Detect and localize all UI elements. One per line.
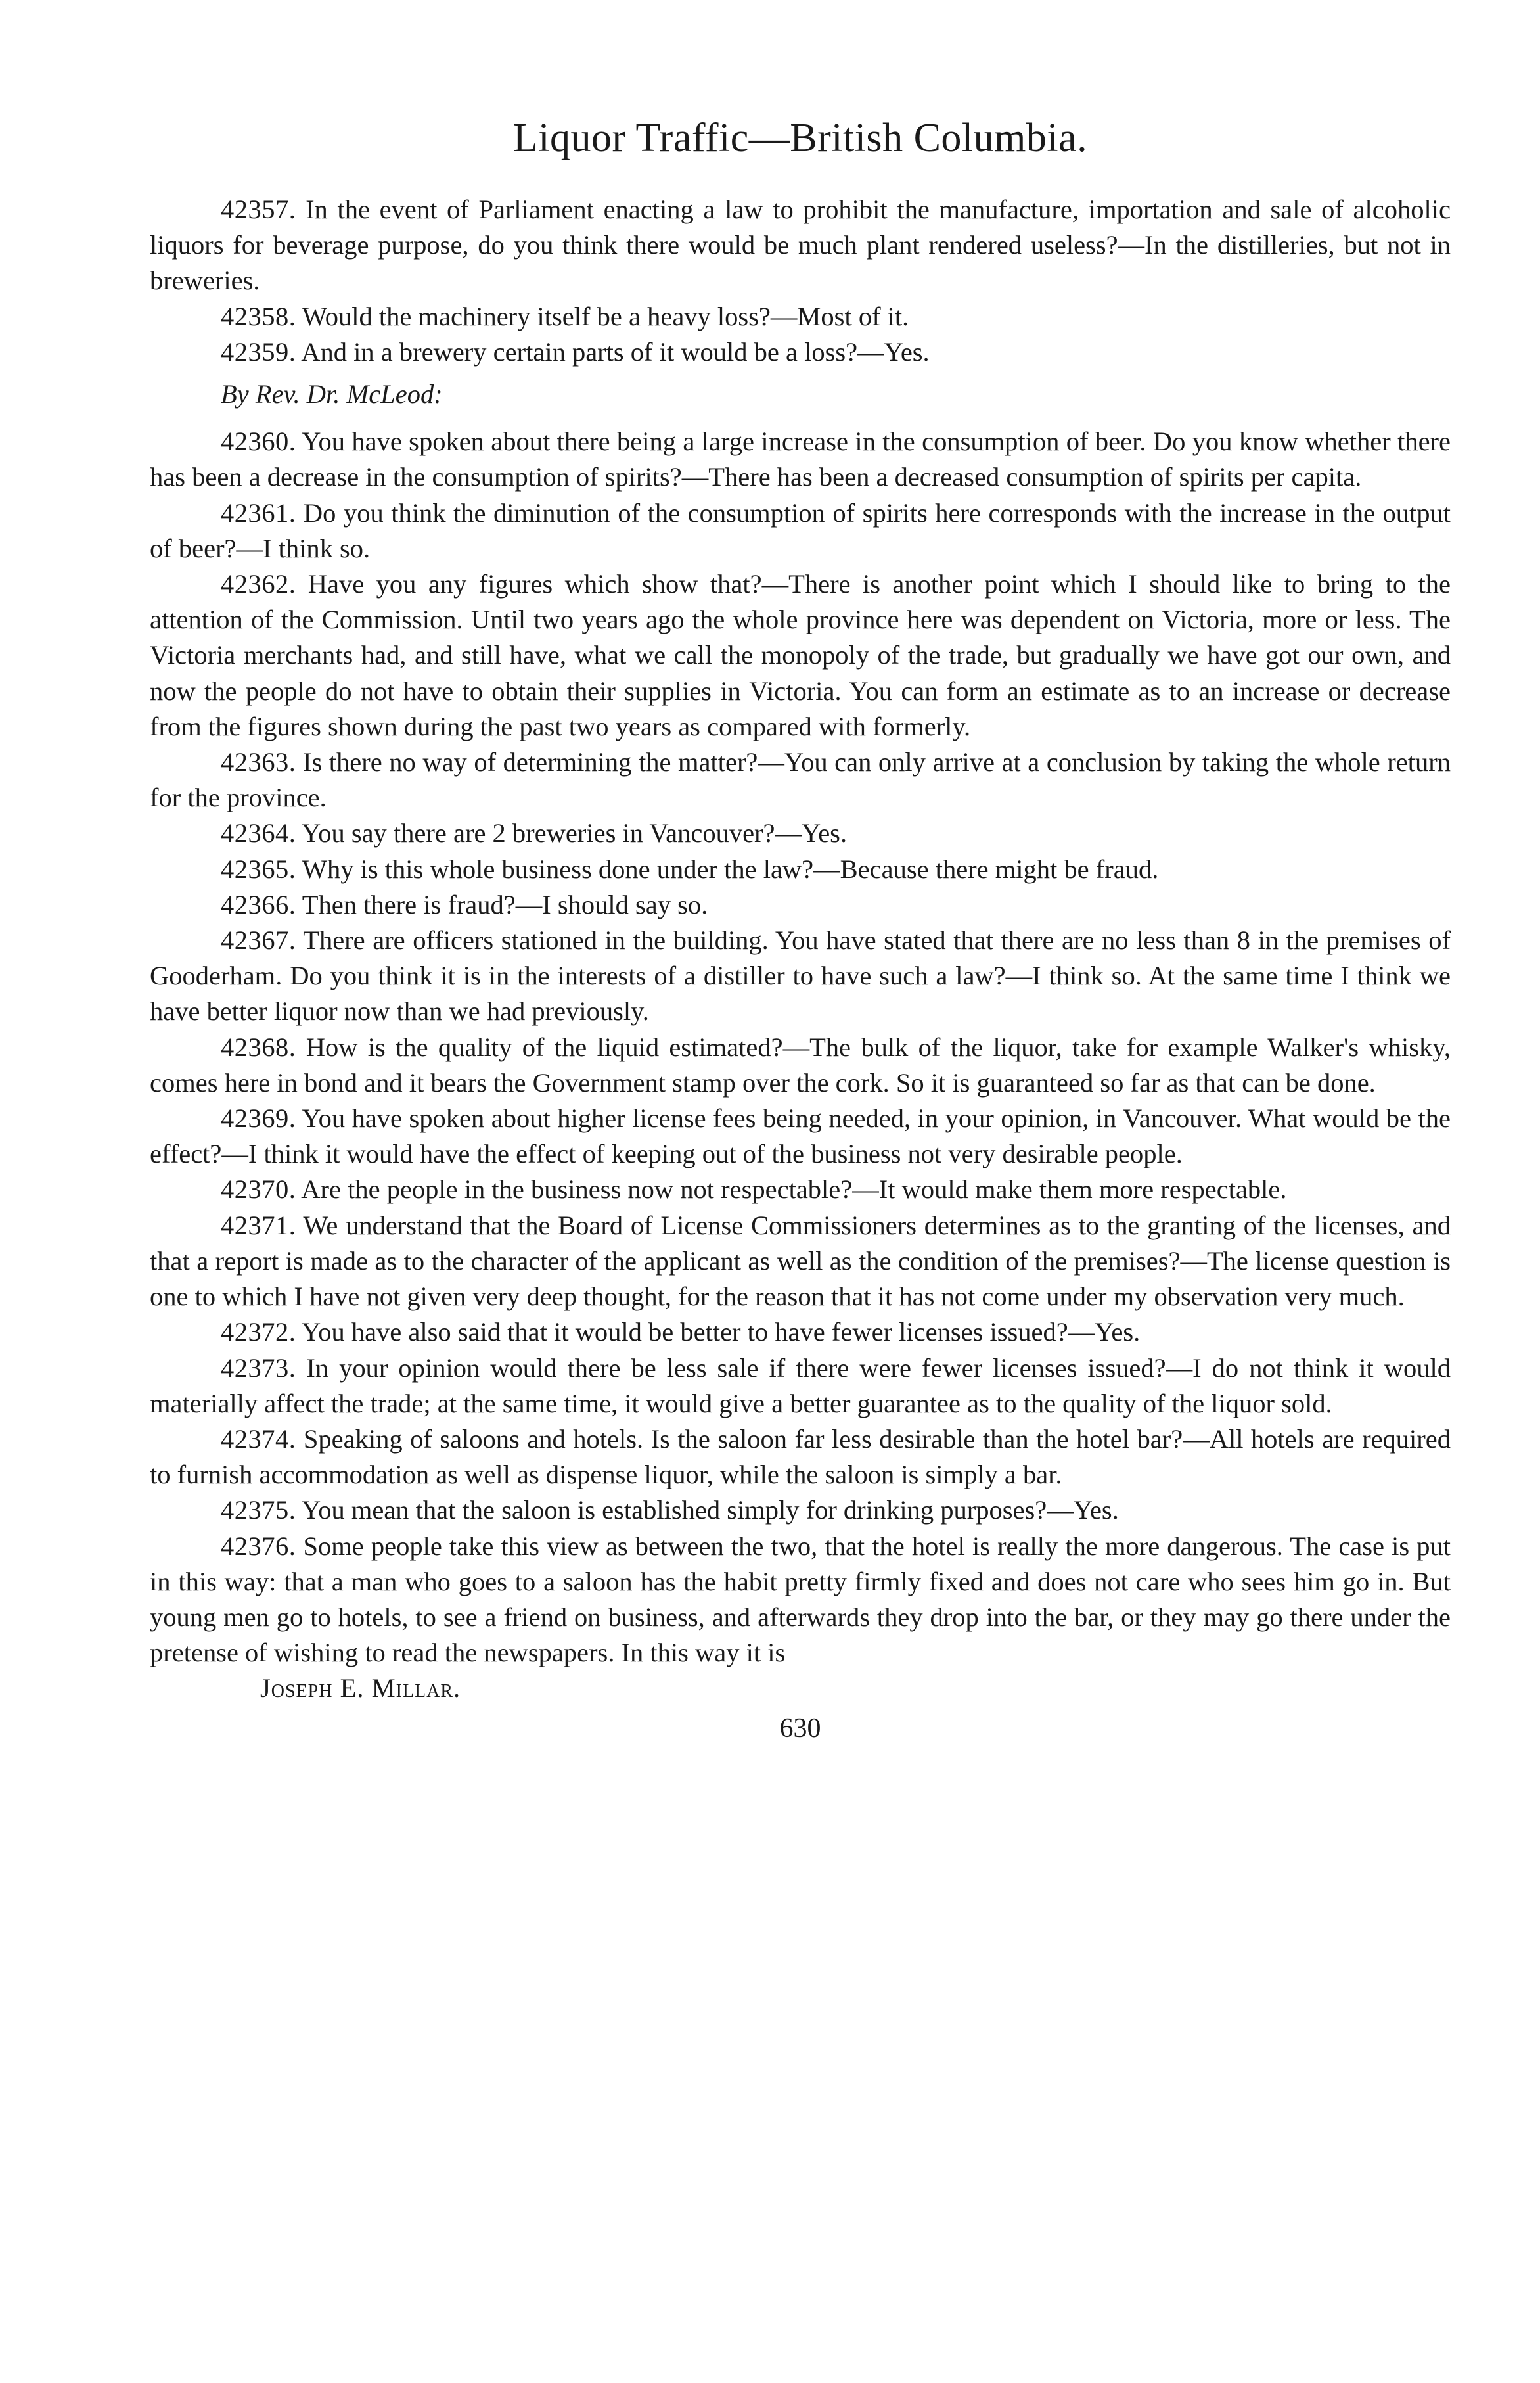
examiner-heading: By Rev. Dr. McLeod:: [221, 379, 443, 409]
witness-signature: Joseph E. Millar.: [260, 1673, 461, 1703]
running-head: Liquor Traffic—British Columbia.: [512, 116, 1088, 160]
question-number: 42357.: [221, 195, 296, 224]
question-paragraph: [150, 424, 1451, 495]
question-number: 42367.: [221, 925, 296, 956]
question-paragraph: [150, 887, 1451, 923]
question-paragraph: [150, 567, 1451, 745]
question-text: You say there are 2 breweries in Vancouver?—Yes.: [302, 818, 848, 848]
page-number: 630: [779, 1713, 821, 1744]
question-number: 42374.: [221, 1423, 296, 1454]
question-paragraph: [150, 816, 1451, 851]
question-paragraph: [150, 1172, 1451, 1207]
question-text: In your opinion would there be less sale if there were fewer licenses issued?—I do not think it would materially affect the trade; at the same time, it would give a better guarantee as to the quality of the liquor sold.: [150, 1353, 1451, 1418]
question-text: Is there no way of determining the matter?—You can only arrive at a conclusion by taking the whole return for the province.: [150, 747, 1451, 813]
question-number: 42372.: [221, 1317, 296, 1347]
document-page: [150, 112, 1451, 1746]
question-paragraph: [150, 496, 1451, 567]
question-paragraph: [150, 923, 1451, 1030]
question-text: Speaking of saloons and hotels. Is the saloon far less desirable than the hotel bar?—All hotels are required to furnish accommodation as well as dispense liquor, while the saloon is simply a bar.: [150, 1423, 1451, 1490]
question-number: 42375.: [221, 1495, 296, 1525]
question-paragraph: [150, 1422, 1451, 1492]
question-text: You have spoken about higher license fees being needed, in your opinion, in Vancouver. What would be the effect?—I think it would have the effect of keeping out of the business not very desirable people.: [150, 1103, 1451, 1169]
question-number: 42370.: [221, 1174, 296, 1205]
question-text: Have you any figures which show that?—There is another point which I should like to bring to the attention of the Commission. Until two years ago the whole province here was dependent on Victoria, more or less. The Victoria merchants had, and still have, what we call the monopoly of the trade, but gradually we have got our own, and now the people do not have to obtain their supplies in Victoria. You can form an estimate as to an increase or decrease from the figures shown during the past two years as compared with formerly.: [150, 569, 1451, 741]
question-text: In the event of Parliament enacting a law to prohibit the manufacture, importation and sale of alcoholic liquors for beverage purpose, do you think there would be much plant rendered useless?—In the distilleries, but not in breweries.: [150, 195, 1451, 296]
question-paragraph: [150, 1314, 1451, 1350]
document-body: [150, 192, 1451, 1746]
question-number: 42359.: [221, 336, 296, 367]
question-paragraph: [150, 192, 1451, 299]
question-text: There are officers stationed in the building. You have stated that there are no less than 8 in the premises of Gooderham. Do you think it is in the interests of a distiller to have such a law?—I think so. At the same time I think we have better liquor now than we had previously.: [150, 925, 1451, 1027]
question-number: 42369.: [221, 1103, 296, 1134]
question-number: 42376.: [221, 1531, 296, 1561]
testimony-block-1: [150, 192, 1451, 370]
question-text: Would the machinery itself be a heavy loss?—Most of it.: [302, 301, 909, 331]
question-number: 42361.: [221, 497, 296, 528]
question-paragraph: [150, 299, 1451, 335]
question-paragraph: [150, 335, 1451, 370]
question-number: 42366.: [221, 889, 296, 919]
question-paragraph: [150, 745, 1451, 816]
question-number: 42373.: [221, 1353, 296, 1383]
question-number: 42365.: [221, 854, 296, 884]
question-number: 42360.: [221, 427, 296, 457]
question-paragraph: [150, 1529, 1451, 1671]
question-paragraph: [150, 1492, 1451, 1528]
question-text: Some people take this view as between the two, that the hotel is really the more dangerous. The case is put in this way: that a man who goes to a saloon has the habit pretty firmly fixed and does not care who sees him go in. But young men go to hotels, to see a friend on business, and afterwards they drop into the bar, or they may go there under the pretense of wishing to read the newspapers. In this way it is: [150, 1531, 1451, 1668]
question-text: Do you think the diminution of the consumption of spirits here corresponds with the increase in the output of beer?—I think so.: [150, 497, 1451, 563]
question-number: 42371.: [221, 1210, 296, 1240]
question-text: Why is this whole business done under the law?—Because there might be fraud.: [302, 854, 1159, 884]
testimony-block-2: [150, 424, 1451, 1671]
question-text: And in a brewery certain parts of it would be a loss?—Yes.: [301, 336, 930, 367]
question-number: 42362.: [221, 569, 296, 599]
question-text: You have also said that it would be better to have fewer licenses issued?—Yes.: [302, 1317, 1141, 1347]
question-text: You mean that the saloon is established simply for drinking purposes?—Yes.: [302, 1495, 1119, 1525]
question-paragraph: [150, 852, 1451, 887]
question-text: Are the people in the business now not respectable?—It would make them more respectable.: [301, 1174, 1287, 1205]
question-text: How is the quality of the liquid estimated?—The bulk of the liquor, take for example Walker's whisky, comes here in bond and it bears the Government stamp over the cork. So it is guaranteed so far as that can be done.: [150, 1032, 1451, 1098]
question-paragraph: [150, 1030, 1451, 1101]
question-paragraph: [150, 1101, 1451, 1172]
question-text: You have spoken about there being a large increase in the consumption of beer. Do you know whether there has been a decrease in the consumption of spirits?—There has been a decreased consumption of spirits per capita.: [150, 427, 1451, 492]
question-number: 42358.: [221, 301, 296, 331]
question-number: 42363.: [221, 747, 296, 777]
question-number: 42364.: [221, 818, 296, 848]
question-text: We understand that the Board of License Commissioners determines as to the granting of the licenses, and that a report is made as to the character of the applicant as well as the condition of the premises?—The license question is one to which I have not given very deep thought, for the reason that it has not come under my observation very much.: [150, 1210, 1451, 1312]
question-text: Then there is fraud?—I should say so.: [302, 889, 708, 919]
question-number: 42368.: [221, 1032, 296, 1062]
question-paragraph: [150, 1351, 1451, 1422]
question-paragraph: [150, 1208, 1451, 1315]
